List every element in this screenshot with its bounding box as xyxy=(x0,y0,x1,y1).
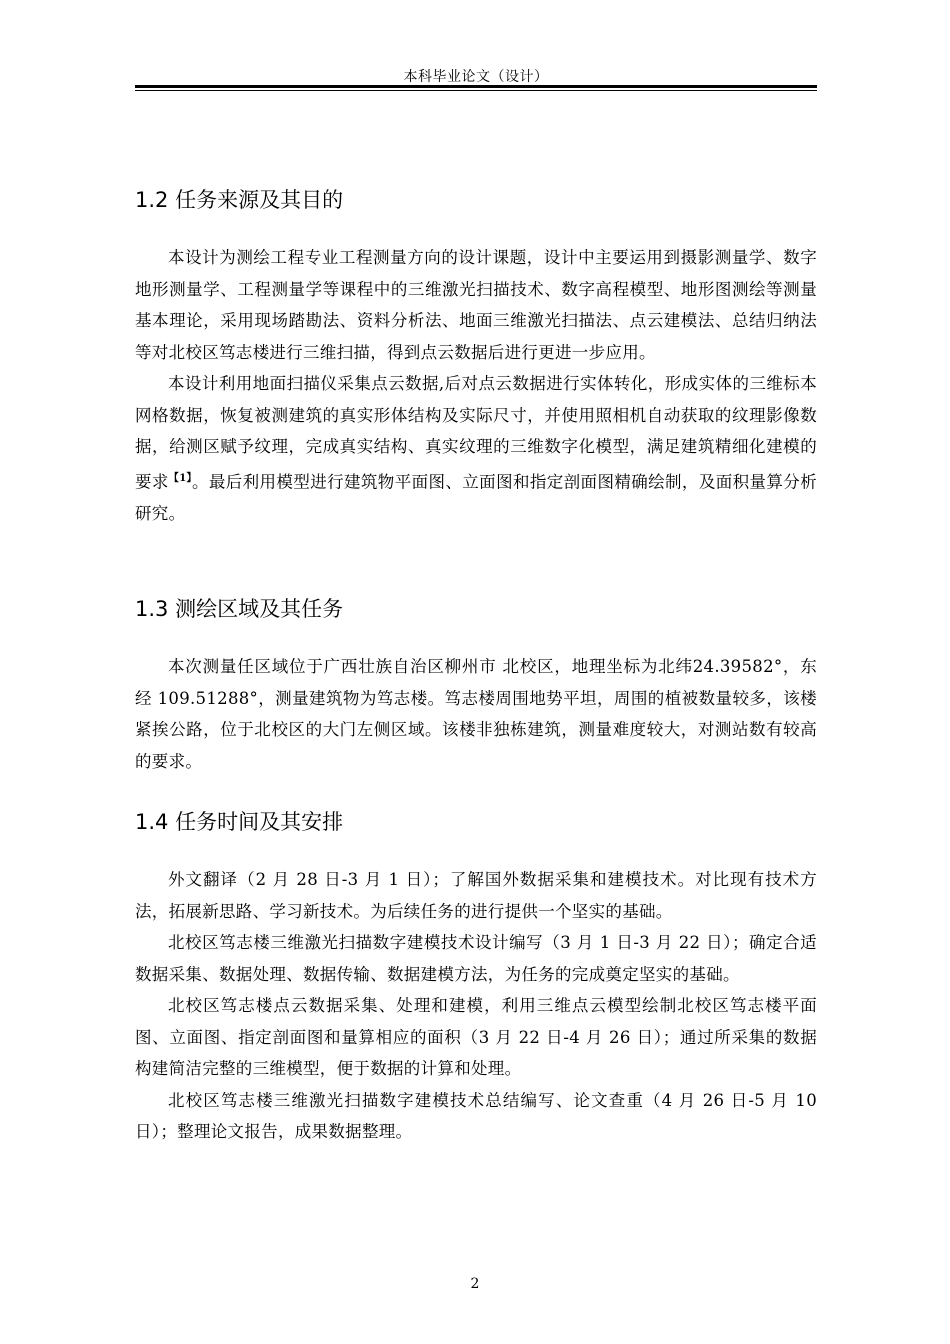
section-heading-1-2: 1.2 任务来源及其目的 xyxy=(135,188,344,212)
paragraph-purpose: 本设计为测绘工程专业工程测量方向的设计课题，设计中主要运用到摄影测量学、数字地形测量学、工程测量学等课程中的三维激光扫描技术、数字高程模型、地形图测绘等测量基本理论，采用现场踏勘法、资料分析法、地面三维激光扫描法、点云建模法、总结归纳法等对北校区笃志楼进行三维扫描，得到点云数据后进行更进一步应用。 xyxy=(135,248,817,362)
paragraph-survey-area: 本次测量任区域位于广西壮族自治区柳州市 北校区，地理坐标为北纬24.39582°，东经 109.51288°，测量建筑物为笃志楼。笃志楼周围地势平坦，周围的植被数量较多，该楼紧挨公路，位于北校区的大门左侧区域。该楼非独栋建筑，测量难度较大，对测站数有较高的要求。 xyxy=(135,657,817,771)
section-1-3 xyxy=(135,595,817,777)
section-1-2 xyxy=(135,186,817,529)
header-rule-thick xyxy=(135,85,817,88)
header-rule-thin xyxy=(135,90,817,91)
paragraph-method-text: 本设计利用地面扫描仪采集点云数据,后对点云数据进行实体转化，形成实体的三维标本网格数据，恢复被测建筑的真实形体结构及实际尺寸，并使用照相机自动获取的纹理影像数据，给测区赋予纹理，完成真实结构、真实纹理的三维数字化模型，满足建筑精细化建模的要求 xyxy=(135,374,817,491)
schedule-item: 外文翻译（2 月 28 日-3 月 1 日）；了解国外数据采集和建模技术。对比现有技术方法，拓展新思路、学习新技术。为后续任务的进行提供一个坚实的基础。 xyxy=(135,870,817,921)
schedule-item: 北校区笃志楼三维激光扫描数字建模技术设计编写（3 月 1 日-3 月 22 日）；确定合适数据采集、数据处理、数据传输、数据建模方法，为任务的完成奠定坚实的基础。 xyxy=(135,933,817,984)
page-header: 本科毕业论文（设计） xyxy=(403,69,549,85)
section-heading-1-4: 1.4 任务时间及其安排 xyxy=(135,810,344,834)
schedule-item: 北校区笃志楼点云数据采集、处理和建模，利用三维点云模型绘制北校区笃志楼平面图、立面图、指定剖面图和量算相应的面积（3 月 22 日-4 月 26 日）；通过所采集的数据构建简洁完整的三维模型，便于数据的计算和处理。 xyxy=(135,996,817,1078)
section-1-4 xyxy=(135,808,817,1148)
paragraph-method xyxy=(135,368,817,529)
section-heading-1-3: 1.3 测绘区域及其任务 xyxy=(135,597,344,621)
paragraph-method-text-end: 。最后利用模型进行建筑物平面图、立面图和指定剖面图精确绘制，及面积量算分析研究。 xyxy=(135,472,817,523)
page-number: 2 xyxy=(470,1276,480,1292)
schedule-item: 北校区笃志楼三维激光扫描数字建模技术总结编写、论文查重（4 月 26 日-5 月 10 日）；整理论文报告，成果数据整理。 xyxy=(135,1090,817,1141)
citation-ref: 【1】 xyxy=(168,472,192,484)
